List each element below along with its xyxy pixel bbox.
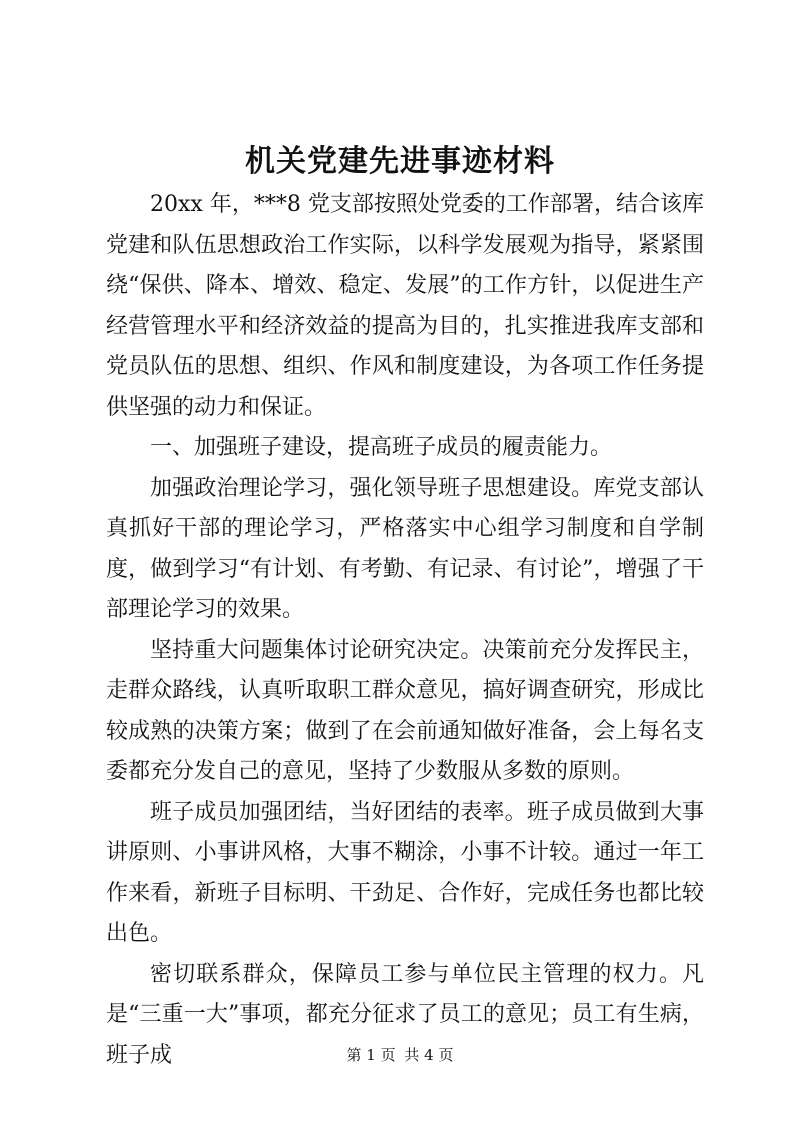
- paragraph-collective-decision: 坚持重大问题集体讨论研究决定。决策前充分发挥民主，走群众路线，认真听取职工群众意见，搞好调查研究，形成比较成熟的决策方案；做到了在会前通知做好准备，会上每名支委都充分发自己的意见，坚持了少数服从多数的原则。: [106, 637, 704, 784]
- paragraph-intro: 20xx 年，***8 党支部按照处党委的工作部署，结合该库党建和队伍思想政治工作实际，以科学发展观为指导，紧紧围绕“保供、降本、增效、稳定、发展”的工作方针，以促进生产经营管理水平和经济效益的提高为目的，扎实推进我库支部和党员队伍的思想、组织、作风和制度建设，为各项工作任务提供坚强的动力和保证。: [106, 192, 704, 420]
- page-footer: [0, 1045, 800, 1065]
- paragraph-theory-study: 加强政治理论学习，强化领导班子思想建设。库党支部认真抓好干部的理论学习，严格落实中心组学习制度和自学制度，做到学习“有计划、有考勤、有记录、有讨论”，增强了干部理论学习的效果。: [106, 475, 704, 622]
- document-body: [106, 185, 704, 1076]
- paragraph-team-unity: 班子成员加强团结，当好团结的表率。班子成员做到大事讲原则、小事讲风格，大事不糊涂，小事不计较。通过一年工作来看，新班子目标明、干劲足、合作好，完成任务也都比较出色。: [106, 799, 704, 946]
- paragraph-section-heading: 一、加强班子建设，提高班子成员的履责能力。: [150, 435, 613, 460]
- page-number: 第 1 页: [346, 1046, 396, 1064]
- document-title: 机关党建先进事迹材料: [245, 144, 555, 179]
- paragraph-contact-masses: 密切联系群众，保障员工参与单位民主管理的权力。凡是“三重一大”事项，都充分征求了员工的意见；员工有生病，班子成: [106, 961, 704, 1068]
- page-total: 共 4 页: [404, 1046, 454, 1064]
